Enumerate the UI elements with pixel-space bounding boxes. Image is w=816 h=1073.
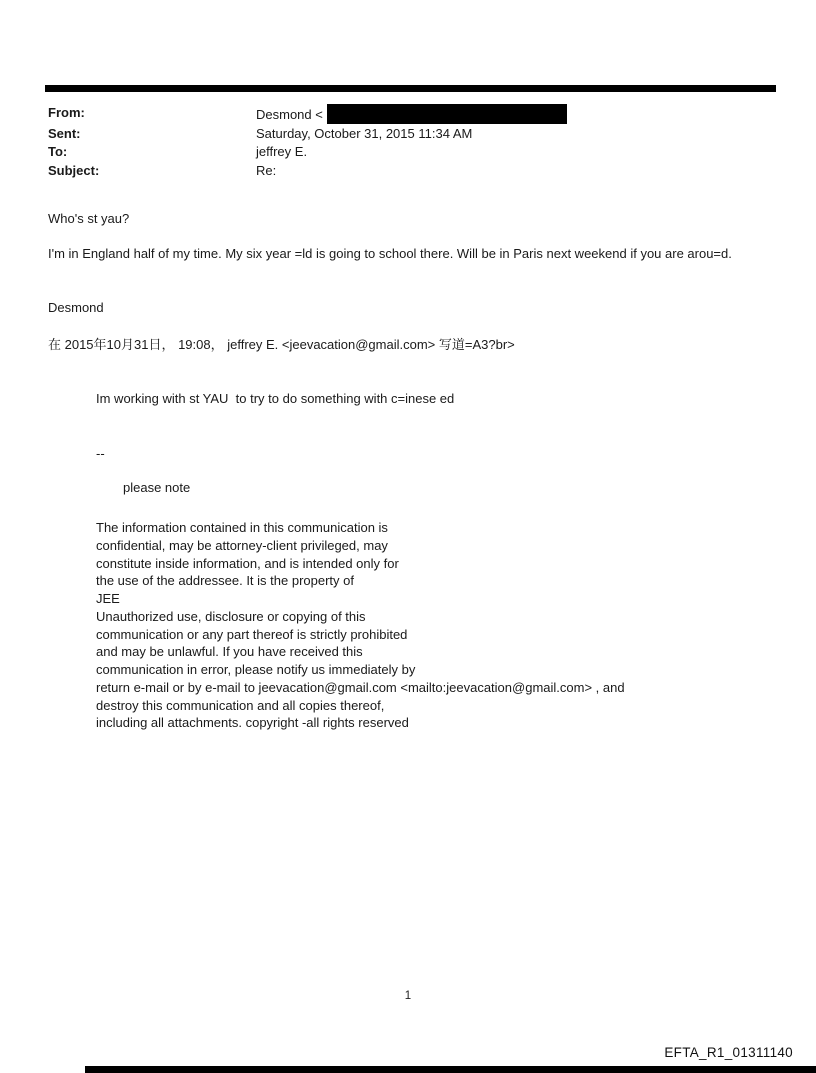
disclaimer-line: Unauthorized use, disclosure or copying of this (96, 608, 366, 624)
header-row-sent (48, 125, 567, 144)
sent-label: Sent: (48, 125, 81, 141)
signature-separator: -- (96, 446, 105, 461)
disclaimer-line: The information contained in this communication is (96, 520, 388, 535)
disclaimer-line: the use of the addressee. It is the property of (96, 573, 354, 589)
please-note-label: please note (123, 480, 191, 495)
disclaimer-line: JEE (96, 591, 120, 606)
redaction-bar (327, 104, 567, 124)
disclaimer-line: including all attachments. copyright -all rights reserved (96, 715, 409, 731)
quote-attribution-line: 在 2015年10月31日， 19:08， jeffrey E. <jeevacation@gmail.com> 写道=A3?br> (48, 337, 515, 352)
disclaimer-line: return e-mail or by e-mail to jeevacation@gmail.com <mailto:jeevacation@gmail.com> , and (96, 679, 625, 695)
to-label: To: (48, 144, 68, 159)
from-label: From: (48, 105, 85, 120)
disclaimer-line: destroy this communication and all copies thereof, (96, 697, 385, 713)
header-row-to (48, 143, 567, 162)
disclaimer-line: and may be unlawful. If you have received this (96, 644, 363, 660)
disclaimer-line: confidential, may be attorney-client privileged, may (96, 537, 388, 553)
bottom-divider-rule (85, 1066, 816, 1073)
body-paragraph: I'm in England half of my time. My six year =ld is going to school there. Will be in Paris next weekend if you are arou=d. (48, 246, 732, 261)
subject-label: Subject: (48, 162, 100, 178)
header-row-from (48, 104, 567, 125)
top-divider-rule (45, 85, 776, 92)
from-value (256, 104, 567, 125)
disclaimer-line: constitute inside information, and is intended only for (96, 555, 399, 571)
bates-number: EFTA_R1_01311140 (664, 1045, 793, 1060)
disclaimer-line: communication or any part thereof is strictly prohibited (96, 626, 408, 642)
quoted-message-text: Im working with st YAU to try to do something with c=inese ed (96, 391, 455, 406)
email-header (48, 104, 567, 180)
legal-disclaimer (96, 519, 625, 732)
subject-value: Re: (256, 162, 277, 178)
to-value: jeffrey E. (256, 144, 308, 159)
sender-signature: Desmond (48, 300, 104, 315)
header-row-subject (48, 162, 567, 181)
body-question: Who's st yau? (48, 211, 130, 226)
from-value-text: Desmond < (256, 107, 323, 122)
sent-value: Saturday, October 31, 2015 11:34 AM (256, 125, 473, 141)
page-number: 1 (404, 990, 412, 1002)
disclaimer-line: communication in error, please notify us immediately by (96, 662, 416, 677)
